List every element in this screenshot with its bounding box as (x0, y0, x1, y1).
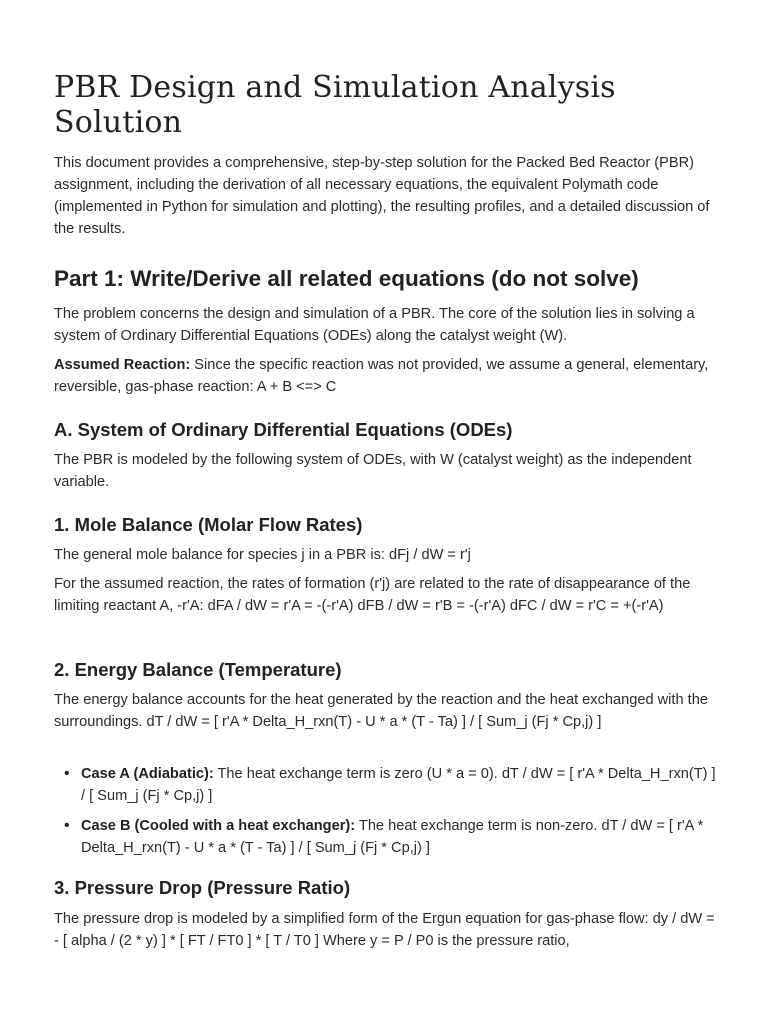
section-a-heading: A. System of Ordinary Differential Equations (ODEs) (54, 419, 513, 440)
assumed-reaction-label: Assumed Reaction: (54, 357, 191, 373)
section-a-paragraph: The PBR is modeled by the following system of ODEs, with W (catalyst weight) as the independent variable. (54, 452, 692, 490)
part1-heading: Part 1: Write/Derive all related equations (do not solve) (54, 266, 639, 291)
mole-balance-paragraph-2: For the assumed reaction, the rates of formation (r'j) are related to the rate of disappearance of the limiting reactant A, -r'A: dFA / dW = r'A = -(-r'A) dFB / dW = r'B = -(-r'A) dFC / dW = r'C = +(-r'A) (54, 576, 691, 614)
part1-intro-paragraph: The problem concerns the design and simulation of a PBR. The core of the solution lies in solving a system of Ordinary Differential Equations (ODEs) along the catalyst weight (W). (54, 306, 695, 344)
energy-balance-paragraph: The energy balance accounts for the heat generated by the reaction and the heat exchanged with the surroundings. dT / dW = [ r'A * Delta_H_rxn(T) - U * a * (T - Ta) ] / [ Sum_j (Fj * Cp,j) ] (54, 692, 708, 730)
case-b-text: The heat exchange term is non-zero. dT / dW = [ r'A * Delta_H_rxn(T) - U * a * (T - Ta) ] / [ Sum_j (Fj * Cp,j) ] (81, 818, 704, 856)
assumed-reaction-paragraph (54, 354, 718, 398)
pressure-drop-heading: 3. Pressure Drop (Pressure Ratio) (54, 877, 351, 898)
intro-paragraph: This document provides a comprehensive, step-by-step solution for the Packed Bed Reactor (PBR) assignment, including the derivation of all necessary equations, the equivalent Polymath code (implemented in Python for simulation and plotting), the resulting profiles, and a detailed discussion of the results. (54, 155, 710, 237)
list-item-case-b (54, 815, 718, 859)
case-b-label: Case B (Cooled with a heat exchanger): (81, 818, 356, 834)
document-title: PBR Design and Simulation Analysis Solution (54, 70, 616, 140)
case-a-label: Case A (Adiabatic): (81, 766, 214, 782)
mole-balance-heading: 1. Mole Balance (Molar Flow Rates) (54, 514, 363, 535)
bullet-dot: • (64, 765, 70, 782)
assumed-reaction-text: Since the specific reaction was not provided, we assume a general, elementary, reversible, gas-phase reaction: A + B <=> C (54, 357, 709, 395)
bullet-dot: • (64, 817, 70, 834)
energy-balance-cases-list (54, 763, 718, 859)
list-item-case-a (54, 763, 718, 807)
case-a-text: The heat exchange term is zero (U * a = 0). dT / dW = [ r'A * Delta_H_rxn(T) ] / [ Sum_j (Fj * Cp,j) ] (81, 766, 716, 804)
energy-balance-heading: 2. Energy Balance (Temperature) (54, 659, 342, 680)
pressure-drop-paragraph: The pressure drop is modeled by a simplified form of the Ergun equation for gas-phase flow: dy / dW = - [ alpha / (2 * y) ] * [ FT / FT0 ] * [ T / T0 ] Where y = P / P0 is the pressure ratio, (54, 911, 715, 949)
mole-balance-paragraph-1: The general mole balance for species j in a PBR is: dFj / dW = r'j (54, 547, 471, 563)
